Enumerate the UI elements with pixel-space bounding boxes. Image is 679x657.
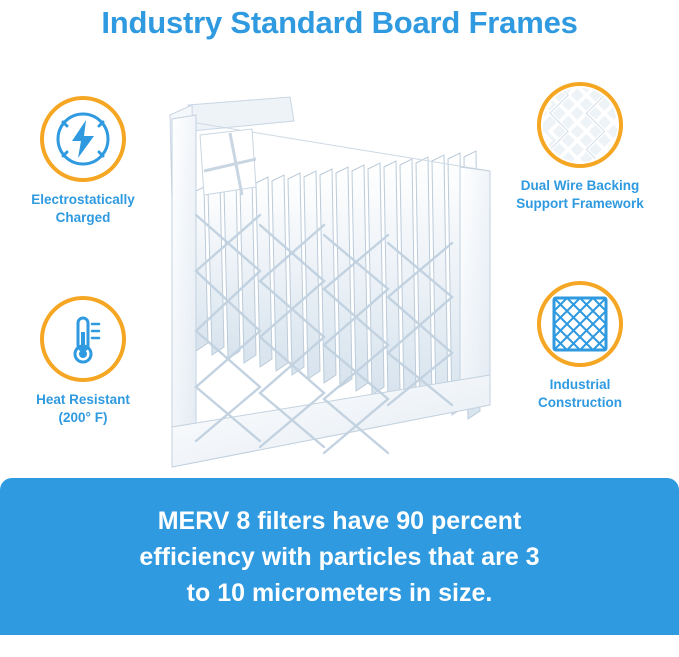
feature-dual-wire-backing — [505, 82, 655, 213]
feature-label-line1: Dual Wire Backing — [520, 178, 640, 193]
feature-label-line2: Construction — [538, 395, 622, 410]
feature-badge-circle — [537, 281, 623, 367]
feature-label-line1: Electrostatically — [31, 192, 135, 207]
lattice-grid-icon — [541, 285, 619, 363]
merv-rating-banner — [0, 478, 679, 635]
feature-label-line1: Heat Resistant — [36, 392, 130, 407]
feature-label — [8, 191, 158, 227]
wire-mesh-photo-icon — [541, 86, 619, 164]
feature-industrial-construction — [505, 281, 655, 412]
feature-label — [505, 376, 655, 412]
banner-line-1: MERV 8 filters have 90 percent — [157, 506, 522, 535]
feature-heat-resistant — [8, 296, 158, 427]
feature-label-line2: (200° F) — [58, 410, 108, 425]
banner-line-2: efficiency with particles that are 3 — [139, 542, 540, 571]
feature-badge-circle — [537, 82, 623, 168]
page-title: Industry Standard Board Frames — [101, 5, 578, 40]
feature-electrostatically-charged — [8, 96, 158, 227]
feature-label-line2: Charged — [55, 210, 111, 225]
feature-label — [8, 391, 158, 427]
feature-label-line1: Industrial — [549, 377, 611, 392]
product-image — [160, 75, 510, 475]
feature-badge-circle — [40, 296, 126, 382]
feature-label-line2: Support Framework — [516, 196, 644, 211]
feature-label — [505, 177, 655, 213]
feature-badge-circle — [40, 96, 126, 182]
lightning-bolt-icon — [44, 100, 122, 178]
thermometer-icon — [44, 300, 122, 378]
banner-line-3: to 10 micrometers in size. — [186, 578, 493, 607]
